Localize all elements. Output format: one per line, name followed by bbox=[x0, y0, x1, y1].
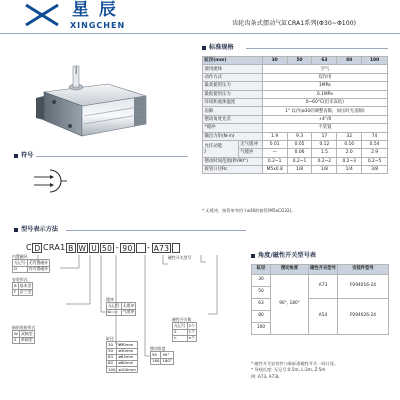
table-row bbox=[107, 361, 138, 367]
spec-value: 不装置 bbox=[262, 124, 387, 132]
table-row bbox=[173, 335, 197, 341]
angle-section-title: 角度/磁性开关型号表 bbox=[258, 252, 316, 259]
spec-label: 齿隙 bbox=[203, 107, 263, 115]
switch-table bbox=[251, 264, 389, 335]
spec-value: 0.16 bbox=[337, 140, 362, 148]
brand-name-en: XINGCHEN bbox=[70, 21, 126, 30]
switch-qty-legend bbox=[172, 318, 197, 342]
bore-cell: 30 bbox=[262, 57, 287, 65]
spec-value: 2.9 bbox=[362, 149, 388, 157]
table-cell: S bbox=[13, 337, 20, 343]
table-row bbox=[13, 289, 33, 295]
cushion-table bbox=[106, 302, 136, 315]
spec-row bbox=[203, 132, 388, 140]
spec-row bbox=[203, 73, 388, 81]
spec-row bbox=[203, 107, 388, 115]
code-bore-box: 50 bbox=[102, 244, 113, 253]
spec-value: 32 bbox=[337, 132, 362, 140]
spec-label: 动作方式 bbox=[203, 73, 263, 81]
xingchen-logo-icon bbox=[22, 3, 62, 27]
series-title: 齿轮齿条式摆动气缸CRA1系列(Φ30~Φ100) bbox=[232, 20, 357, 27]
spec-value: 0.2~3 bbox=[337, 157, 362, 165]
code-cushion-box: U bbox=[91, 244, 98, 253]
table-cell: 无记号 bbox=[108, 302, 120, 308]
spec-label: 最高使用压力 bbox=[203, 82, 263, 90]
header-cell: 安装件型号 bbox=[337, 265, 388, 275]
table-cell: S bbox=[173, 329, 188, 335]
bore-cell: 63 bbox=[312, 57, 337, 65]
spec-value: 0.2~2 bbox=[312, 157, 337, 165]
bore-cell: 80 bbox=[337, 57, 362, 65]
table-cell: 双轴型 bbox=[20, 330, 33, 336]
bore-table bbox=[106, 341, 138, 373]
spec-value: 0.54 bbox=[362, 140, 388, 148]
spec-header-row bbox=[203, 57, 388, 65]
kinetic-sub-label: 气缓冲 bbox=[238, 149, 262, 157]
magnet-table bbox=[12, 259, 50, 272]
spec-value: 1/4 bbox=[337, 166, 362, 174]
spec-section-header bbox=[202, 44, 234, 51]
spec-value: 1/8 bbox=[312, 166, 337, 174]
table-cell: 180° bbox=[162, 358, 172, 364]
spec-value: 1.9 bbox=[262, 132, 287, 140]
spec-value: 0.2~1 bbox=[287, 157, 312, 165]
table-cell: 1个 bbox=[188, 329, 196, 335]
table-row bbox=[13, 337, 35, 343]
table-cell: 50 bbox=[107, 348, 117, 354]
spec-label: *缓冲 bbox=[203, 124, 263, 132]
table-cell: n个 bbox=[188, 335, 196, 341]
switch-note: * 磁性开关安装件与新标准磁性开关一同订货。 bbox=[251, 361, 339, 366]
switch-model-title: 磁性开关型号 bbox=[168, 255, 192, 260]
code-angle-box: 90 bbox=[122, 244, 133, 253]
cushion-legend-title: 缓冲 bbox=[106, 297, 114, 302]
table-cell: 30 bbox=[107, 342, 117, 348]
shaft-table bbox=[12, 330, 35, 343]
spec-value: 0~60°C(但未冻结) bbox=[262, 98, 387, 106]
section-marker-icon bbox=[202, 46, 206, 50]
cushion-legend bbox=[106, 298, 136, 316]
mount-legend-title: 安装形式 bbox=[12, 277, 28, 282]
table-cell: 无内置磁环 bbox=[28, 259, 49, 265]
table-cell: 无记号 bbox=[14, 259, 26, 265]
spec-row bbox=[203, 98, 388, 106]
spec-footnote: * 无缓冲，接管单弯用于ø30的接管(M5xCG32)。 bbox=[202, 208, 296, 213]
spec-value: 0.01 bbox=[262, 140, 287, 148]
section-rule bbox=[36, 156, 188, 157]
switch-note: * 导线长度: 无记号:0.5m, L:3m, Z:5m bbox=[251, 367, 326, 373]
section-marker-icon bbox=[14, 154, 18, 158]
brand-name-cn: 星 辰 bbox=[72, 0, 118, 20]
spec-label: 使用流体 bbox=[203, 65, 263, 73]
table-cell: 180 bbox=[152, 358, 160, 364]
bore-cell: 30 bbox=[252, 275, 271, 287]
spec-value: 双作用 bbox=[262, 73, 387, 81]
order-leader-lines bbox=[0, 252, 250, 400]
spec-value: 1° 以内(ø30的调整齿隙，加压时无齿隙) bbox=[262, 107, 387, 115]
code-dash: - bbox=[115, 243, 119, 253]
spec-value: 0.05 bbox=[287, 140, 312, 148]
shaft-legend-title: 轴的连接形式 bbox=[12, 325, 36, 330]
table-cell: D bbox=[13, 266, 28, 272]
table-cell: 法兰型 bbox=[19, 289, 32, 295]
kinetic-unit: J bbox=[204, 148, 206, 154]
spec-label: 输出力矩(N·m) bbox=[203, 132, 263, 140]
table-cell: C bbox=[107, 309, 122, 315]
table-cell: 90 bbox=[151, 352, 161, 358]
header-cell: 磁性开关型号 bbox=[309, 265, 338, 275]
spec-label: 最低使用压力 bbox=[203, 90, 263, 98]
spec-value: 0.06 bbox=[287, 149, 312, 157]
code-c: C bbox=[26, 243, 32, 253]
spec-label: 环境和流体温度 bbox=[203, 98, 263, 106]
code-magnet-box: D bbox=[34, 244, 41, 253]
table-cell: F bbox=[14, 289, 17, 295]
bore-legend bbox=[106, 337, 138, 373]
spec-value: 1MPa bbox=[262, 82, 387, 90]
table-cell: 2个 bbox=[188, 322, 196, 328]
table-cell: 无缓冲 bbox=[122, 302, 135, 308]
table-cell: B bbox=[14, 282, 17, 288]
spec-row bbox=[203, 140, 388, 148]
switch-model-legend bbox=[168, 256, 191, 260]
rotary-actuator-image bbox=[30, 62, 152, 144]
spec-value: 1/8 bbox=[287, 166, 312, 174]
bore-cell: 100 bbox=[252, 323, 271, 335]
bore-cell: 100 bbox=[362, 57, 388, 65]
angle-cell: 90°, 180° bbox=[271, 275, 309, 335]
switch-qty-title: 磁性开关数 bbox=[172, 317, 192, 322]
section-marker-icon bbox=[251, 254, 255, 258]
bracket-cell: P294016-24 bbox=[337, 275, 388, 299]
symbol-section-title: 符号 bbox=[21, 152, 34, 159]
spec-value: M5x0.8 bbox=[262, 166, 287, 174]
header-divider bbox=[0, 33, 400, 34]
spec-section-title: 标准规格 bbox=[209, 44, 234, 51]
table-cell: 气缓冲 bbox=[122, 309, 135, 315]
table-row bbox=[107, 309, 136, 315]
table-cell: 80 bbox=[107, 361, 117, 367]
spec-value: 17 bbox=[312, 132, 337, 140]
table-cell: W bbox=[14, 330, 18, 336]
spec-row bbox=[203, 124, 388, 132]
spec-value: 1.5 bbox=[312, 149, 337, 157]
spec-row bbox=[203, 82, 388, 90]
spec-value: 0.2~5 bbox=[362, 157, 388, 165]
swing-table bbox=[150, 351, 174, 364]
bore-cell: 50 bbox=[252, 287, 271, 299]
order-section-title: 型号表示方法 bbox=[21, 226, 59, 233]
code-series: CRA1 bbox=[42, 243, 66, 253]
spec-value: 2.0 bbox=[337, 149, 362, 157]
switch-header-row bbox=[252, 265, 389, 275]
spec-row bbox=[203, 166, 388, 174]
table-cell: 有内置磁环 bbox=[28, 266, 49, 272]
table-cell: 单轴型 bbox=[20, 337, 33, 343]
table-cell: ø100mm bbox=[118, 366, 136, 372]
header-cell: 摆动角度 bbox=[271, 265, 309, 275]
switch-note: 例: A73, A73L bbox=[251, 373, 280, 379]
angle-section-header bbox=[251, 252, 316, 259]
swing-legend-title: 摆动角度 bbox=[150, 346, 166, 351]
table-row bbox=[13, 266, 50, 272]
code-switch-box: A73 bbox=[153, 244, 170, 253]
spec-table bbox=[202, 56, 388, 174]
spec-label: 摆动角度允差 bbox=[203, 115, 263, 123]
rotary-actuator-symbol-icon bbox=[30, 166, 70, 196]
spec-value: 9.3 bbox=[287, 132, 312, 140]
table-cell: 90° bbox=[161, 352, 173, 358]
spec-value: +4°/0 bbox=[262, 115, 387, 123]
section-marker-icon bbox=[14, 228, 18, 232]
order-section-header bbox=[14, 226, 58, 233]
bore-legend-title: 缸径 bbox=[106, 336, 114, 341]
symbol-section-header bbox=[14, 152, 33, 159]
kinetic-label-text: 允许动能 bbox=[204, 143, 223, 149]
switch-cell: A54 bbox=[309, 299, 338, 335]
table-cell: ø30mm bbox=[117, 342, 137, 348]
table-cell: 63 bbox=[107, 354, 117, 360]
spec-value: 74 bbox=[362, 132, 388, 140]
shaft-legend bbox=[12, 326, 35, 344]
mount-table bbox=[12, 282, 33, 295]
kinetic-sub-label: 无气缓冲 bbox=[238, 140, 262, 148]
bore-cell: 50 bbox=[287, 57, 312, 65]
spec-value: 0.1MPa bbox=[262, 90, 387, 98]
table-row bbox=[107, 367, 138, 373]
spec-value: — bbox=[262, 149, 287, 157]
spec-row bbox=[203, 115, 388, 123]
table-row bbox=[252, 275, 389, 287]
magnet-legend bbox=[12, 255, 50, 273]
table-cell: ø80mm bbox=[117, 361, 137, 367]
bore-cell: 80 bbox=[252, 311, 271, 323]
spec-value: 0.2~1 bbox=[262, 157, 287, 165]
switch-cell: A73 bbox=[309, 275, 338, 299]
table-cell: 基本型 bbox=[19, 282, 32, 288]
spec-label: 接管口径Rc bbox=[203, 166, 263, 174]
code-shaft-box: W bbox=[78, 244, 87, 253]
spec-row bbox=[203, 65, 388, 73]
bore-cell: 63 bbox=[252, 299, 271, 311]
spec-row bbox=[203, 90, 388, 98]
table-row bbox=[151, 358, 174, 364]
spec-value: 空气 bbox=[262, 65, 387, 73]
section-rule bbox=[66, 230, 246, 231]
switch-notes bbox=[251, 362, 391, 381]
table-cell: n bbox=[173, 335, 188, 341]
kinetic-label bbox=[203, 140, 239, 157]
spec-label: 摆动时间范围(秒/90°) bbox=[203, 157, 263, 165]
table-cell: 100 bbox=[108, 366, 116, 372]
code-dash: - bbox=[147, 243, 151, 253]
table-cell: 无记号 bbox=[174, 322, 186, 328]
code-mount-box: B bbox=[68, 244, 74, 253]
table-cell: ø50mm bbox=[117, 348, 137, 354]
table-cell: ø63mm bbox=[117, 354, 137, 360]
magnet-legend-title: 内置磁环 bbox=[12, 254, 28, 259]
section-rule bbox=[246, 48, 388, 49]
spec-value: 0.12 bbox=[312, 140, 337, 148]
switch-qty-table bbox=[172, 322, 197, 342]
swing-legend bbox=[150, 347, 174, 365]
spec-value: 3/8 bbox=[362, 166, 388, 174]
bracket-cell: P294026-24 bbox=[337, 299, 388, 335]
mount-legend bbox=[12, 278, 33, 296]
header-cell: 缸径 bbox=[252, 265, 271, 275]
bore-label: 缸径(mm) bbox=[203, 57, 263, 65]
spec-row bbox=[203, 157, 388, 165]
